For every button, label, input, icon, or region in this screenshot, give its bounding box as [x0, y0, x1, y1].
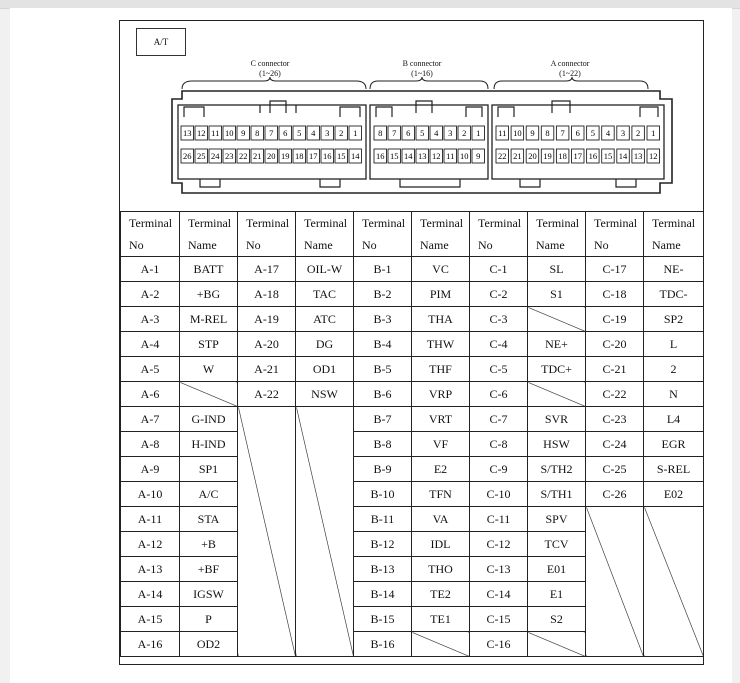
header-cell: Terminal — [412, 212, 470, 235]
header-cell: Terminal — [586, 212, 644, 235]
terminal-no-cell: C-1 — [470, 257, 528, 282]
terminal-name-cell: S/TH1 — [528, 482, 586, 507]
pin-number: 7 — [269, 128, 274, 138]
terminal-no-cell: C-19 — [586, 307, 644, 332]
pin-number: 5 — [297, 128, 302, 138]
terminal-no-cell: C-13 — [470, 557, 528, 582]
terminal-name-cell: TE1 — [412, 607, 470, 632]
terminal-no-cell: B-1 — [354, 257, 412, 282]
terminal-no-cell: B-15 — [354, 607, 412, 632]
pin-number: 13 — [418, 151, 427, 161]
terminal-no-cell: C-11 — [470, 507, 528, 532]
terminal-name-cell: SP2 — [644, 307, 704, 332]
terminal-name-cell: TAC — [296, 282, 354, 307]
table-row — [121, 457, 704, 482]
terminal-no-cell: C-8 — [470, 432, 528, 457]
pin-number: 12 — [432, 151, 441, 161]
terminal-no-cell: C-5 — [470, 357, 528, 382]
terminal-name-cell: THF — [412, 357, 470, 382]
pin-number: 15 — [390, 151, 399, 161]
terminal-table — [120, 211, 704, 657]
terminal-name-cell: W — [180, 357, 238, 382]
pin-number: 17 — [573, 151, 582, 161]
terminal-name-cell: N — [644, 382, 704, 407]
terminal-name-cell: L — [644, 332, 704, 357]
terminal-name-cell: EGR — [644, 432, 704, 457]
terminal-no-cell: C-18 — [586, 282, 644, 307]
terminal-no-cell: A-3 — [121, 307, 180, 332]
table-row — [121, 257, 704, 282]
terminal-name-cell: THO — [412, 557, 470, 582]
pin-grid — [181, 126, 660, 163]
pin-number: 13 — [633, 151, 643, 161]
terminal-no-cell: B-6 — [354, 382, 412, 407]
header-cell: No — [121, 234, 180, 257]
terminal-no-cell: B-4 — [354, 332, 412, 357]
terminal-no-cell: B-3 — [354, 307, 412, 332]
pin-number: 20 — [528, 151, 537, 161]
terminal-name-cell: IDL — [412, 532, 470, 557]
header-cell: Name — [180, 234, 238, 257]
terminal-name-cell: E2 — [412, 457, 470, 482]
terminal-name-cell: S-REL — [644, 457, 704, 482]
terminal-no-cell: B-11 — [354, 507, 412, 532]
header-cell: Name — [412, 234, 470, 257]
pin-number: 20 — [267, 151, 276, 161]
pin-number: 10 — [225, 128, 234, 138]
terminal-no-cell: B-9 — [354, 457, 412, 482]
pin-number: 8 — [255, 128, 260, 138]
header-cell: Terminal — [296, 212, 354, 235]
terminal-no-cell: A-10 — [121, 482, 180, 507]
terminal-name-cell — [528, 382, 586, 407]
table-row — [121, 432, 704, 457]
pin-number: 5 — [420, 128, 425, 138]
terminal-no-cell: A-8 — [121, 432, 180, 457]
terminal-name-cell: SVR — [528, 407, 586, 432]
pin-number: 4 — [311, 128, 316, 138]
a-connector-body — [492, 105, 664, 179]
terminal-name-cell — [528, 632, 586, 657]
terminal-name-cell: ATC — [296, 307, 354, 332]
pin-number: 19 — [281, 151, 290, 161]
pin-number: 9 — [476, 151, 481, 161]
terminal-name-cell: E1 — [528, 582, 586, 607]
pin-number: 10 — [513, 128, 522, 138]
pin-number: 8 — [378, 128, 383, 138]
pin-number: 5 — [590, 128, 595, 138]
terminal-no-cell: A-21 — [238, 357, 296, 382]
terminal-no-cell: A-1 — [121, 257, 180, 282]
header-cell: Terminal — [238, 212, 296, 235]
pin-number: 21 — [513, 151, 522, 161]
table-row — [121, 507, 704, 532]
terminal-no-cell: A-2 — [121, 282, 180, 307]
terminal-name-cell: TCV — [528, 532, 586, 557]
terminal-no-cell: B-7 — [354, 407, 412, 432]
table-row — [121, 332, 704, 357]
table-row — [121, 382, 704, 407]
pin-number: 21 — [253, 151, 262, 161]
terminal-no-cell: A-7 — [121, 407, 180, 432]
terminal-no-cell: B-10 — [354, 482, 412, 507]
terminal-no-cell: C-12 — [470, 532, 528, 557]
terminal-name-cell: VF — [412, 432, 470, 457]
terminal-name-cell: STA — [180, 507, 238, 532]
terminal-no-cell: B-12 — [354, 532, 412, 557]
terminal-name-cell — [180, 382, 238, 407]
terminal-no-cell: A-15 — [121, 607, 180, 632]
a-connector-range: (1~22) — [559, 69, 581, 78]
pin-number: 19 — [543, 151, 552, 161]
table-row — [121, 307, 704, 332]
c-connector-body — [178, 105, 366, 179]
a-connector-brace — [494, 77, 648, 89]
terminal-name-cell: SL — [528, 257, 586, 282]
pin-number: 25 — [197, 151, 206, 161]
terminal-no-cell: B-16 — [354, 632, 412, 657]
terminal-name-cell: TDC+ — [528, 357, 586, 382]
pin-number: 14 — [618, 151, 628, 161]
terminal-no-cell: A-19 — [238, 307, 296, 332]
terminal-no-cell: C-3 — [470, 307, 528, 332]
empty-block — [644, 507, 704, 657]
b-bottom-pin-row — [374, 149, 485, 163]
terminal-name-cell: THA — [412, 307, 470, 332]
pin-number: 22 — [498, 151, 507, 161]
c-connector-range: (1~26) — [259, 69, 281, 78]
terminal-no-cell: A-18 — [238, 282, 296, 307]
b-top-pin-row — [374, 126, 485, 140]
terminal-name-cell: PIM — [412, 282, 470, 307]
terminal-name-cell: H-IND — [180, 432, 238, 457]
pin-number: 4 — [605, 128, 611, 138]
b-connector-range: (1~16) — [411, 69, 433, 78]
terminal-no-cell: A-20 — [238, 332, 296, 357]
terminal-no-cell: A-11 — [121, 507, 180, 532]
pin-number: 12 — [197, 128, 206, 138]
terminal-name-cell: P — [180, 607, 238, 632]
terminal-name-cell: OIL-W — [296, 257, 354, 282]
terminal-no-cell: C-23 — [586, 407, 644, 432]
terminal-name-cell: DG — [296, 332, 354, 357]
pin-number: 4 — [434, 128, 439, 138]
pin-number: 22 — [239, 151, 248, 161]
pin-number: 1 — [353, 128, 358, 138]
pin-number: 1 — [476, 128, 481, 138]
header-cell: Terminal — [644, 212, 704, 235]
terminal-no-cell: C-20 — [586, 332, 644, 357]
terminal-no-cell: C-17 — [586, 257, 644, 282]
terminal-name-cell: E01 — [528, 557, 586, 582]
terminal-no-cell: C-4 — [470, 332, 528, 357]
terminal-no-cell: C-26 — [586, 482, 644, 507]
pin-number: 15 — [337, 151, 346, 161]
terminal-name-cell: +B — [180, 532, 238, 557]
pin-number: 3 — [620, 128, 626, 138]
terminal-document — [119, 20, 704, 665]
terminal-no-cell: A-9 — [121, 457, 180, 482]
terminal-name-cell: NE+ — [528, 332, 586, 357]
header-cell: Terminal — [354, 212, 412, 235]
terminal-name-cell: STP — [180, 332, 238, 357]
terminal-name-cell: IGSW — [180, 582, 238, 607]
terminal-name-cell: NSW — [296, 382, 354, 407]
terminal-name-cell: HSW — [528, 432, 586, 457]
pin-number: 11 — [446, 151, 455, 161]
terminal-no-cell: C-22 — [586, 382, 644, 407]
table-row — [121, 357, 704, 382]
terminal-name-cell: A/C — [180, 482, 238, 507]
terminal-name-cell: L4 — [644, 407, 704, 432]
terminal-no-cell: C-21 — [586, 357, 644, 382]
header-cell: No — [586, 234, 644, 257]
pin-number: 2 — [339, 128, 344, 138]
pin-number: 14 — [351, 151, 360, 161]
a-connector-name: A connector — [550, 59, 590, 68]
terminal-no-cell: A-12 — [121, 532, 180, 557]
pin-number: 12 — [649, 151, 658, 161]
header-cell: Name — [644, 234, 704, 257]
terminal-no-cell: B-14 — [354, 582, 412, 607]
pin-number: 9 — [530, 128, 535, 138]
terminal-name-cell: VC — [412, 257, 470, 282]
terminal-name-cell: NE- — [644, 257, 704, 282]
pin-number: 10 — [460, 151, 469, 161]
terminal-no-cell: A-17 — [238, 257, 296, 282]
terminal-name-cell: S/TH2 — [528, 457, 586, 482]
pin-number: 3 — [448, 128, 453, 138]
pin-number: 14 — [404, 151, 413, 161]
c-connector-brace — [182, 77, 366, 89]
b-connector-name: B connector — [402, 59, 442, 68]
pin-number: 6 — [575, 128, 580, 138]
pin-number: 18 — [558, 151, 567, 161]
pin-number: 3 — [325, 128, 330, 138]
terminal-name-cell: VA — [412, 507, 470, 532]
b-connector-brace — [370, 77, 488, 89]
terminal-no-cell: C-15 — [470, 607, 528, 632]
bottom-clips — [200, 179, 636, 187]
terminal-no-cell: C-25 — [586, 457, 644, 482]
terminal-no-cell: C-24 — [586, 432, 644, 457]
header-cell: Terminal — [528, 212, 586, 235]
terminal-name-cell: THW — [412, 332, 470, 357]
pin-number: 23 — [225, 151, 234, 161]
at-label: A/T — [136, 28, 186, 56]
terminal-no-cell: A-4 — [121, 332, 180, 357]
terminal-name-cell: OD2 — [180, 632, 238, 657]
terminal-name-cell — [412, 632, 470, 657]
terminal-no-cell: C-9 — [470, 457, 528, 482]
header-cell: Name — [296, 234, 354, 257]
terminal-no-cell: A-16 — [121, 632, 180, 657]
pin-number: 26 — [183, 151, 192, 161]
pin-number: 16 — [376, 151, 385, 161]
pin-number: 2 — [462, 128, 467, 138]
terminal-no-cell: B-13 — [354, 557, 412, 582]
empty-block — [296, 407, 354, 657]
connector-drawing — [120, 21, 703, 211]
terminal-name-cell: E02 — [644, 482, 704, 507]
pin-number: 15 — [603, 151, 613, 161]
terminal-no-cell: B-5 — [354, 357, 412, 382]
pin-number: 7 — [560, 128, 565, 138]
header-cell: Name — [528, 234, 586, 257]
header-cell: No — [238, 234, 296, 257]
terminal-no-cell: A-14 — [121, 582, 180, 607]
terminal-no-cell: A-6 — [121, 382, 180, 407]
pin-number: 13 — [183, 128, 192, 138]
empty-block — [586, 507, 644, 657]
header-row — [121, 212, 704, 235]
document-page — [10, 8, 732, 683]
pin-number: 1 — [651, 128, 656, 138]
c-top-pin-row — [181, 126, 362, 140]
terminal-name-cell: TE2 — [412, 582, 470, 607]
terminal-name-cell: VRP — [412, 382, 470, 407]
pin-number: 11 — [211, 128, 220, 138]
pin-number: 18 — [295, 151, 304, 161]
terminal-name-cell: +BG — [180, 282, 238, 307]
table-row — [121, 282, 704, 307]
pin-number: 7 — [392, 128, 397, 138]
terminal-no-cell: C-7 — [470, 407, 528, 432]
header-cell: Terminal — [121, 212, 180, 235]
a-bottom-pin-row — [496, 149, 660, 163]
terminal-no-cell: C-2 — [470, 282, 528, 307]
pin-number: 11 — [498, 128, 507, 138]
connector-housing — [172, 91, 672, 193]
pin-number: 9 — [241, 128, 246, 138]
pin-number: 17 — [309, 151, 318, 161]
pin-number: 24 — [211, 151, 220, 161]
terminal-name-cell: 2 — [644, 357, 704, 382]
terminal-name-cell: BATT — [180, 257, 238, 282]
pin-number: 16 — [323, 151, 332, 161]
terminal-name-cell: TFN — [412, 482, 470, 507]
terminal-no-cell: A-13 — [121, 557, 180, 582]
terminal-no-cell: C-6 — [470, 382, 528, 407]
header-cell: No — [354, 234, 412, 257]
terminal-no-cell: C-16 — [470, 632, 528, 657]
terminal-name-cell — [528, 307, 586, 332]
c-connector-name: C connector — [250, 59, 290, 68]
connector-diagram — [120, 21, 703, 212]
terminal-no-cell: A-22 — [238, 382, 296, 407]
b-connector-body — [370, 105, 488, 179]
terminal-name-cell: +BF — [180, 557, 238, 582]
pin-number: 6 — [406, 128, 411, 138]
pin-number: 2 — [636, 128, 641, 138]
terminal-no-cell: A-5 — [121, 357, 180, 382]
empty-block — [238, 407, 296, 657]
terminal-name-cell: M-REL — [180, 307, 238, 332]
terminal-no-cell: B-2 — [354, 282, 412, 307]
terminal-name-cell: TDC- — [644, 282, 704, 307]
pin-number: 6 — [283, 128, 288, 138]
terminal-name-cell: OD1 — [296, 357, 354, 382]
header-cell: Terminal — [470, 212, 528, 235]
terminal-name-cell: S1 — [528, 282, 586, 307]
a-top-pin-row — [496, 126, 660, 140]
table-row — [121, 407, 704, 432]
c-bottom-pin-row — [181, 149, 362, 163]
terminal-no-cell: B-8 — [354, 432, 412, 457]
terminal-name-cell: SP1 — [180, 457, 238, 482]
table-row — [121, 482, 704, 507]
terminal-name-cell: S2 — [528, 607, 586, 632]
terminal-name-cell: SPV — [528, 507, 586, 532]
terminal-no-cell: C-14 — [470, 582, 528, 607]
terminal-no-cell: C-10 — [470, 482, 528, 507]
header-row — [121, 234, 704, 257]
pin-number: 8 — [545, 128, 550, 138]
header-cell: No — [470, 234, 528, 257]
latch-notches — [184, 101, 658, 117]
pin-number: 16 — [588, 151, 598, 161]
terminal-name-cell: G-IND — [180, 407, 238, 432]
header-cell: Terminal — [180, 212, 238, 235]
terminal-name-cell: VRT — [412, 407, 470, 432]
